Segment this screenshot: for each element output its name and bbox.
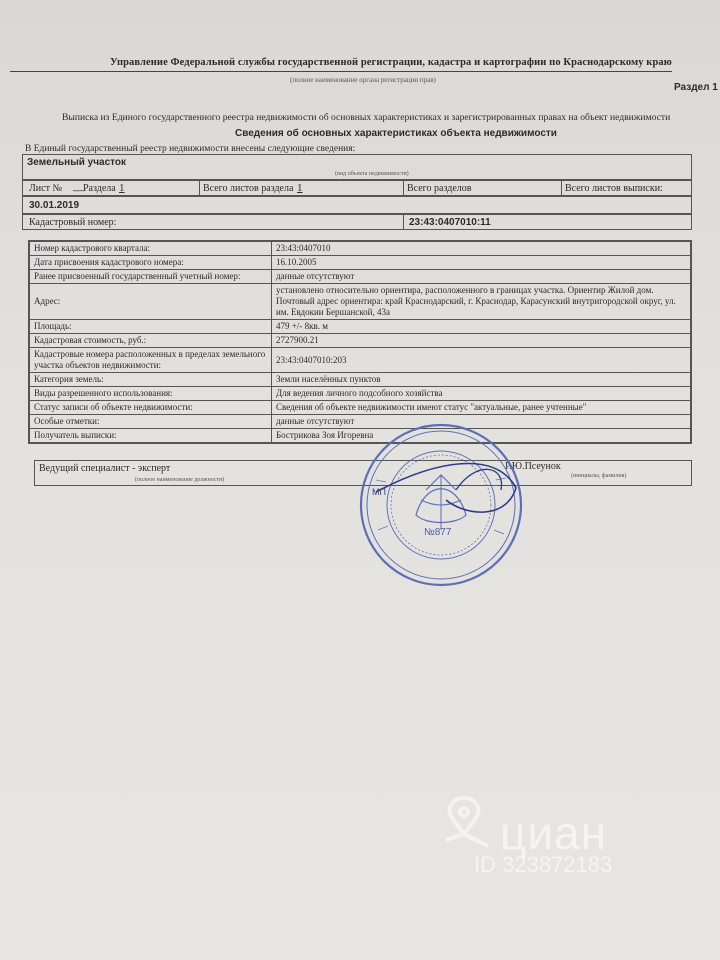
sheets-row <box>22 180 692 196</box>
row-value: Сведения об объекте недвижимости имеют статус "актуальные, ранее учтенные" <box>272 401 691 415</box>
cadastral-label: Кадастровый номер: <box>29 217 117 228</box>
row-value: Земли населённых пунктов <box>272 373 691 387</box>
row-value: 16.10.2005 <box>272 256 691 270</box>
table-row <box>30 373 691 387</box>
row-label: Кадастровая стоимость, руб.: <box>30 334 272 348</box>
total-extract-sheets-label: Всего листов выписки: <box>565 183 663 194</box>
info-title: Сведения об основных характеристиках объекта недвижимости <box>235 128 557 139</box>
watermark-id: ID 323872183 <box>474 852 613 877</box>
row-label: Особые отметки: <box>30 415 272 429</box>
row-value: 23:43:0407010 <box>272 242 691 256</box>
row-label: Номер кадастрового квартала: <box>30 242 272 256</box>
official-seal-stamp <box>356 420 526 590</box>
table-row <box>30 348 691 373</box>
row-label: Кадастровые номера расположенных в пределах земельного участка объектов недвижимости: <box>30 348 272 373</box>
sheets-divider-3 <box>561 181 562 195</box>
row-label: Дата присвоения кадастрового номера: <box>30 256 272 270</box>
stamp-number: №877 <box>424 527 452 538</box>
row-label: Категория земель: <box>30 373 272 387</box>
sheet-section-label: Раздела <box>83 183 116 194</box>
table-row <box>30 284 691 320</box>
table-row <box>30 242 691 256</box>
table-row <box>30 270 691 284</box>
row-value: Бострикова Зоя Игоревна <box>272 429 691 443</box>
total-sheets-section-label: Всего листов раздела <box>203 183 294 194</box>
entered-text: В Единый государственный реестр недвижимости внесены следующие сведения: <box>25 144 356 154</box>
position-caption: (полное наименование должности) <box>135 477 225 483</box>
authority-caption: (полное наименование органа регистрации прав) <box>290 76 436 84</box>
signer-caption: (инициалы, фамилия) <box>571 473 627 479</box>
table-row <box>30 387 691 401</box>
authority-title: Управление Федеральной службы государственной регистрации, кадастра и картографии по Краснодарскому краю <box>110 57 672 68</box>
row-value: 479 +/- 8кв. м <box>272 320 691 334</box>
row-label: Площадь: <box>30 320 272 334</box>
watermark-brand: циан <box>500 807 608 859</box>
extract-date: 30.01.2019 <box>29 200 80 211</box>
stamp-mp-mark: МП <box>372 487 386 497</box>
row-value: 2727900.21 <box>272 334 691 348</box>
details-table <box>28 240 692 444</box>
row-label: Статус записи об объекте недвижимости: <box>30 401 272 415</box>
row-label: Виды разрешенного использования: <box>30 387 272 401</box>
object-type-row <box>22 154 692 180</box>
table-row <box>30 320 691 334</box>
table-row <box>30 334 691 348</box>
table-row <box>30 401 691 415</box>
table-row <box>30 256 691 270</box>
signer-name: Р.Ю.Псеунок <box>505 461 561 472</box>
row-label: Получатель выписки: <box>30 429 272 443</box>
total-sheets-section-value: 1 <box>297 182 303 194</box>
sheet-section-value: 1 <box>119 182 125 194</box>
sheet-label: Лист № <box>29 183 62 194</box>
sheets-divider-2 <box>403 181 404 195</box>
cadastral-value: 23:43:0407010:11 <box>409 217 491 228</box>
object-type-caption: (вид объекта недвижимости) <box>335 171 409 177</box>
row-label: Ранее присвоенный государственный учетный номер: <box>30 270 272 284</box>
cadastral-row <box>22 214 692 230</box>
total-sections-label: Всего разделов <box>407 183 472 194</box>
date-row <box>22 196 692 214</box>
header-underline <box>10 71 672 72</box>
section-label: Раздел 1 <box>674 82 718 93</box>
row-value: данные отсутствуют <box>272 270 691 284</box>
row-value: установлено относительно ориентира, расположенного в границах участка. Ориентир Жилой дом. Почтовый адрес ориентира: край Краснодарский, г. Краснодар, Карасунский внутригородской округ, ул. им. Евдокии Бершанской, 43а <box>272 284 691 320</box>
row-value: Для ведения личного подсобного хозяйства <box>272 387 691 401</box>
official-position: Ведущий специалист - эксперт <box>39 463 171 474</box>
extract-title: Выписка из Единого государственного реестра недвижимости об основных характеристиках и зарегистрированных правах на объект недвижимости <box>62 112 671 123</box>
sheets-divider-1 <box>199 181 200 195</box>
sheet-number-blank: __ <box>73 181 85 192</box>
cadastral-divider <box>403 215 404 229</box>
row-value: 23:43:0407010:203 <box>272 348 691 373</box>
object-type: Земельный участок <box>27 157 127 168</box>
row-label: Адрес: <box>30 284 272 320</box>
row-value: данные отсутствуют <box>272 415 691 429</box>
